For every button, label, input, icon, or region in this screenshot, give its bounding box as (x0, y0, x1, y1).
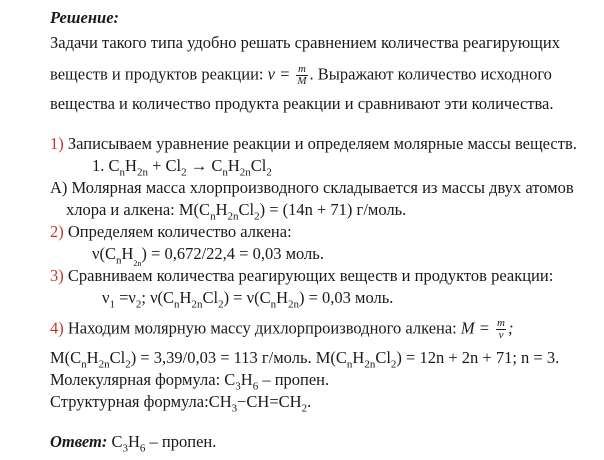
nu-symbol: ν = (267, 64, 291, 84)
step-4-number: 4) (50, 318, 64, 338)
step-2-number: 2) (50, 222, 64, 241)
intro-line-2: веществ и продуктов реакции: ν = $\frac{m}{M}$ . Выражают количество исходного (50, 63, 552, 87)
answer-line: Ответ: $C_3H_6$ – пропен. (50, 432, 217, 455)
nu-fraction: $\frac{m}{M}$ (297, 63, 307, 87)
step-1-title: 1) Записываем уравнение реакции и определяем молярные массы веществ. (50, 134, 577, 153)
step-1-number: 1) (50, 134, 64, 153)
intro-line-3: вещества и количество продукта реакции и сравнивают эти количества. (50, 94, 554, 113)
step-3-number: 3) (50, 266, 64, 285)
molecular-formula: Молекулярная формула: $C_3H_6$ – пропен. (50, 370, 330, 393)
step-4-title: 4) Находим молярную массу дихлорпроизводного алкена: M = $\frac{m}{\nu}$ ; (50, 317, 514, 341)
step-2-title: 2) Определяем количество алкена: (50, 222, 292, 241)
reaction-equation: 1. $C_nH_{2n} + Cl_2 \to C_nH_{2n}Cl_2$ (92, 156, 272, 179)
molar-mass-line-b: хлора и алкена: $M(C_nH_{2n}Cl_2) = (14n + 71)$ г/моль. (66, 200, 407, 223)
molar-mass-line-a: А) Молярная масса хлорпроизводного складывается из массы двух атомов (50, 178, 574, 197)
molar-mass-fraction: $\frac{m}{\nu}$ (497, 317, 505, 341)
dichloro-molar-mass-calc: $M(C_nH_{2n}Cl_2) = 3,39/0,03 = 113$ г/моль. $M(C_nH_{2n}Cl_2) = 12n + 2n + 71$; n = 3. (50, 348, 560, 371)
alkene-amount-calc: $\nu(C_nH_{_{2n}}) = 0,672/22,4 = 0,03$ моль. (92, 244, 324, 269)
amount-comparison: $\nu_1 =\nu_2$; $\nu(C_nH_{2n}Cl_2) = \nu(C_nH_{2n}) = 0,03$ моль. (102, 288, 394, 311)
intro-line-1: Задачи такого типа удобно решать сравнением количества реагирующих (50, 33, 560, 52)
solution-heading: Решение: (50, 8, 120, 27)
answer-label: Ответ: (50, 432, 108, 451)
step-3-title: 3) Сравниваем количества реагирующих веществ и продуктов реакции: (50, 266, 554, 285)
structural-formula: Структурная $формула:CH_3-CH=CH_2$. (50, 392, 312, 415)
